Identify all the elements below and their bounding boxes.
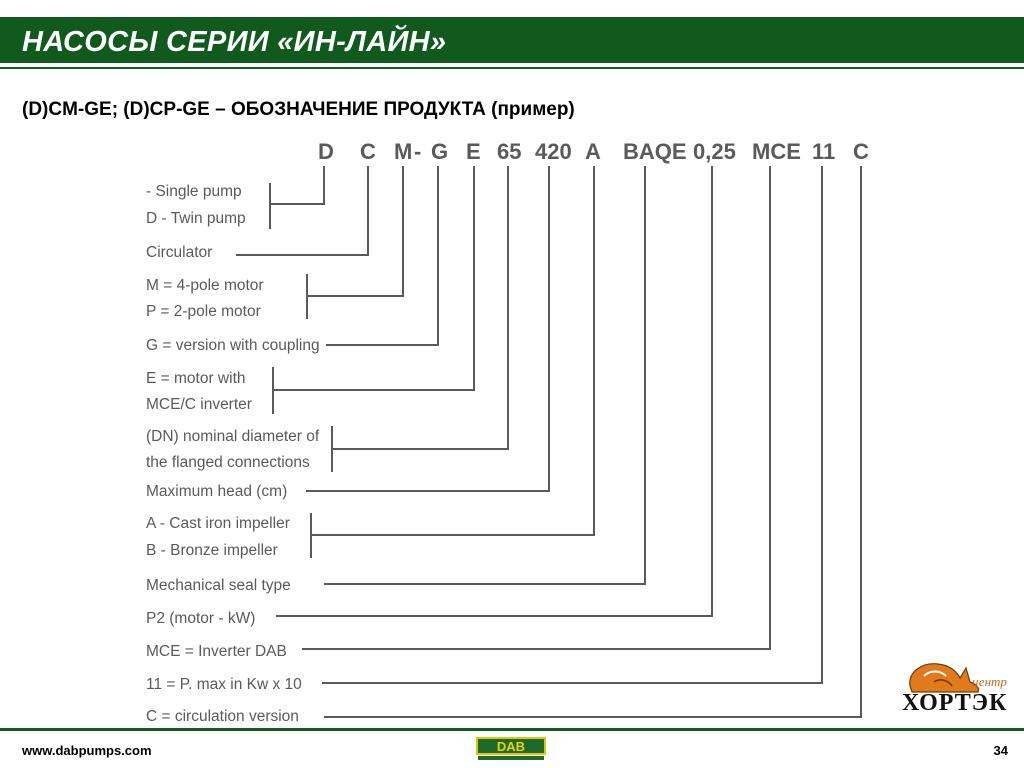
page-subtitle: (D)CM-GE; (D)CP-GE – ОБОЗНАЧЕНИЕ ПРОДУКТА (пример) xyxy=(22,99,575,120)
label-nominal-diameter: (DN) nominal diameter of xyxy=(146,428,320,445)
brand-tagline: центр xyxy=(972,674,1007,689)
label-p-max: 11 = P. max in Kw x 10 xyxy=(146,676,302,693)
connector-pmax xyxy=(322,166,822,683)
label-2-pole-motor: P = 2-pole motor xyxy=(146,303,261,320)
connector-d xyxy=(270,166,324,229)
connector-head xyxy=(306,166,549,491)
connector-mce xyxy=(302,166,770,649)
code-segment-impeller: A xyxy=(585,139,601,164)
code-segment-dash: - xyxy=(414,139,422,164)
connector-circulation xyxy=(324,166,861,717)
code-segment-circulation: C xyxy=(853,139,869,164)
code-segment-seal: BAQE xyxy=(623,139,687,164)
label-coupling-version: G = version with coupling xyxy=(146,337,320,354)
label-maximum-head: Maximum head (cm) xyxy=(146,483,288,500)
code-segment-dn: 65 xyxy=(497,139,522,164)
code-segment-p2: 0,25 xyxy=(693,139,736,164)
code-segment-d: D xyxy=(318,139,334,164)
label-single-pump: - Single pump xyxy=(146,183,242,200)
connector-dn xyxy=(332,166,508,472)
footer-divider xyxy=(0,728,1024,731)
code-segment-head: 420 xyxy=(535,139,572,164)
label-twin-pump: D - Twin pump xyxy=(146,210,246,227)
label-mce-inverter-dab: MCE = Inverter DAB xyxy=(146,643,287,660)
label-circulator: Circulator xyxy=(146,244,213,261)
code-segment-e: E xyxy=(466,139,481,164)
connector-m xyxy=(307,166,403,319)
dab-logo xyxy=(476,737,546,763)
connector-lines xyxy=(236,166,861,717)
label-column xyxy=(146,183,320,725)
label-motor-with: E = motor with xyxy=(146,370,246,387)
code-segment-mce: MCE xyxy=(752,139,801,164)
brand-logo xyxy=(900,658,1015,718)
connector-impeller xyxy=(311,166,594,558)
page-title: НАСОСЫ СЕРИИ «ИН-ЛАЙН» xyxy=(22,26,447,58)
label-mechanical-seal: Mechanical seal type xyxy=(146,577,291,594)
dab-logo-tagline-bar xyxy=(478,756,544,760)
label-cast-iron-impeller: A - Cast iron impeller xyxy=(146,515,290,532)
code-segment-pmax: 11 xyxy=(812,139,836,164)
label-circulation-version: C = circulation version xyxy=(146,708,299,725)
code-segment-m: M xyxy=(394,139,413,164)
footer-website-link[interactable]: www.dabpumps.com xyxy=(22,743,152,758)
code-segment-g: G xyxy=(431,139,449,164)
label-flanged-connections: the flanged connections xyxy=(146,454,310,471)
code-segment-c: C xyxy=(360,139,376,164)
code-row xyxy=(318,139,869,164)
connector-c xyxy=(236,166,368,255)
page-number: 34 xyxy=(993,743,1008,758)
connector-seal xyxy=(324,166,645,584)
label-4-pole-motor: M = 4-pole motor xyxy=(146,277,264,294)
brand-name: ХОРТЭК xyxy=(902,690,1008,716)
label-mce-inverter: MCE/C inverter xyxy=(146,396,252,413)
dab-logo-text: DAB xyxy=(476,737,546,755)
label-bronze-impeller: B - Bronze impeller xyxy=(146,542,278,559)
label-p2-motor: P2 (motor - kW) xyxy=(146,610,256,627)
